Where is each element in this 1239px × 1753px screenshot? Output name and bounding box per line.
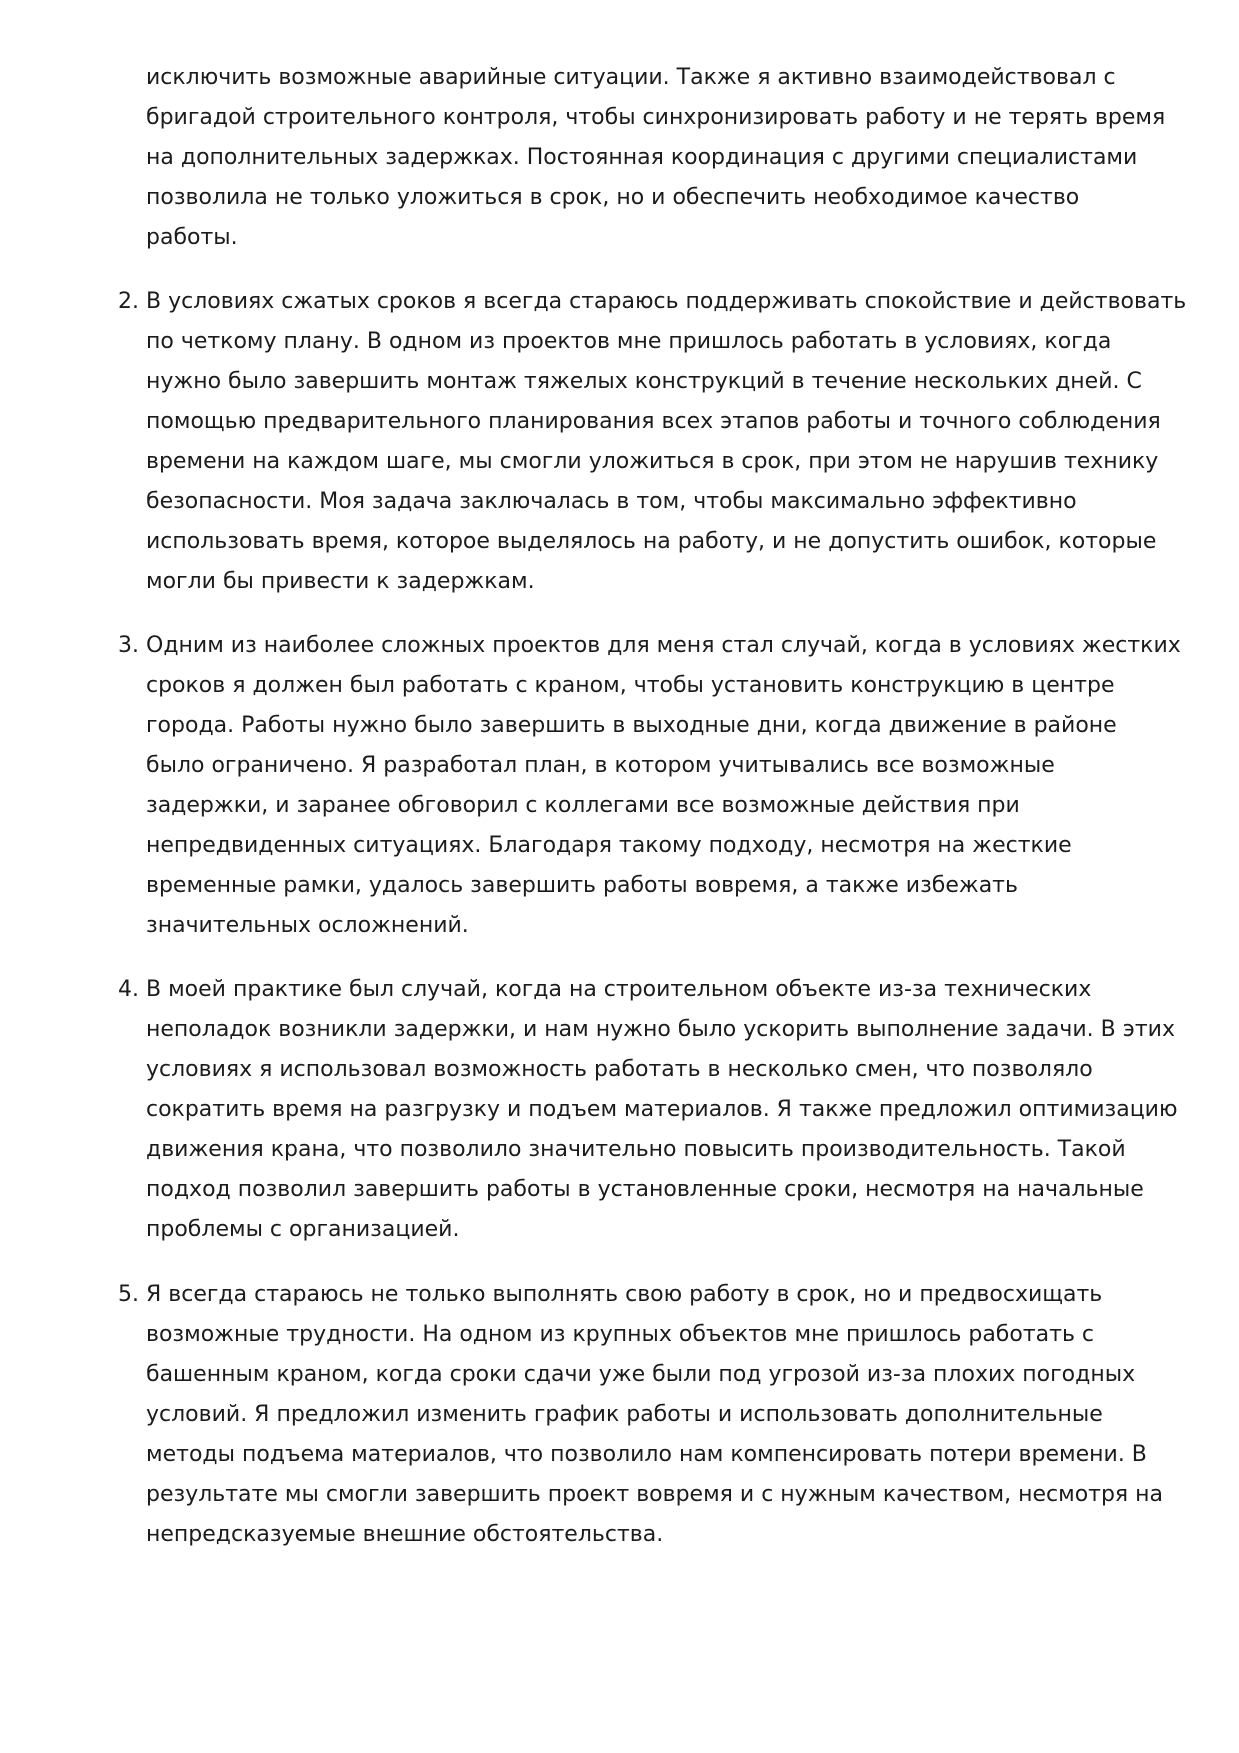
text-line: Одним из наиболее сложных проектов для меня стал случай, когда в условиях жестких	[146, 633, 1181, 658]
text-line: проблемы с организацией.	[146, 1217, 460, 1242]
text-line: работы.	[146, 225, 238, 250]
text-line: нужно было завершить монтаж тяжелых конструкций в течение нескольких дней. С	[146, 369, 1142, 394]
text-line: башенным краном, когда сроки сдачи уже были под угрозой из-за плохих погодных	[146, 1362, 1136, 1387]
text-line: было ограничено. Я разработал план, в котором учитывались все возможные	[146, 753, 1055, 778]
text-line: исключить возможные аварийные ситуации. Также я активно взаимодействовал с	[146, 65, 1116, 90]
text-line: значительных осложнений.	[146, 913, 469, 938]
text-line: позволила не только уложиться в срок, но и обеспечить необходимое качество	[146, 185, 1080, 210]
text-line: сократить время на разгрузку и подъем материалов. Я также предложил оптимизацию	[146, 1097, 1178, 1122]
list-item-3	[118, 626, 1198, 946]
list-item-5	[118, 1275, 1198, 1555]
text-line: безопасности. Моя задача заключалась в том, чтобы максимально эффективно	[146, 489, 1077, 514]
text-line: задержки, и заранее обговорил с коллегами все возможные действия при	[146, 793, 1020, 818]
text-line: В моей практике был случай, когда на строительном объекте из-за технических	[146, 977, 1092, 1002]
text-line: движения крана, что позволило значительно повысить производительность. Такой	[146, 1137, 1126, 1162]
text-line: помощью предварительного планирования всех этапов работы и точного соблюдения	[146, 409, 1161, 434]
list-item-number: 5.	[118, 1282, 139, 1307]
text-line: непредвиденных ситуациях. Благодаря такому подходу, несмотря на жесткие	[146, 833, 1072, 858]
text-line: Я всегда стараюсь не только выполнять свою работу в срок, но и предвосхищать	[146, 1282, 1103, 1307]
text-line: использовать время, которое выделялось на работу, и не допустить ошибок, которые	[146, 529, 1157, 554]
text-line: неполадок возникли задержки, и нам нужно было ускорить выполнение задачи. В этих	[146, 1017, 1175, 1042]
list-item-1-continuation	[118, 58, 1198, 258]
text-line: В условиях сжатых сроков я всегда стараюсь поддерживать спокойствие и действовать	[146, 289, 1187, 314]
list-item-number: 3.	[118, 633, 139, 658]
text-line: условиях я использовал возможность работать в несколько смен, что позволяло	[146, 1057, 1093, 1082]
list-item-2	[118, 282, 1198, 602]
text-line: результате мы смогли завершить проект вовремя и с нужным качеством, несмотря на	[146, 1482, 1164, 1507]
text-line: методы подъема материалов, что позволило нам компенсировать потери времени. В	[146, 1442, 1147, 1467]
text-line: условий. Я предложил изменить график работы и использовать дополнительные	[146, 1402, 1103, 1427]
text-line: сроков я должен был работать с краном, чтобы установить конструкцию в центре	[146, 673, 1115, 698]
text-line: могли бы привести к задержкам.	[146, 569, 535, 594]
text-line: времени на каждом шаге, мы смогли уложиться в срок, при этом не нарушив технику	[146, 449, 1159, 474]
text-line: города. Работы нужно было завершить в выходные дни, когда движение в районе	[146, 713, 1117, 738]
text-line: подход позволил завершить работы в установленные сроки, несмотря на начальные	[146, 1177, 1144, 1202]
text-line: возможные трудности. На одном из крупных объектов мне пришлось работать с	[146, 1322, 1094, 1347]
text-line: на дополнительных задержках. Постоянная координация с другими специалистами	[146, 145, 1138, 170]
text-line: по четкому плану. В одном из проектов мне пришлось работать в условиях, когда	[146, 329, 1112, 354]
text-line: непредсказуемые внешние обстоятельства.	[146, 1522, 664, 1547]
list-item-4	[118, 970, 1198, 1250]
text-line: бригадой строительного контроля, чтобы синхронизировать работу и не терять время	[146, 105, 1166, 130]
list-item-number: 2.	[118, 289, 139, 314]
list-item-number: 4.	[118, 977, 139, 1002]
text-line: временные рамки, удалось завершить работы вовремя, а также избежать	[146, 873, 1018, 898]
